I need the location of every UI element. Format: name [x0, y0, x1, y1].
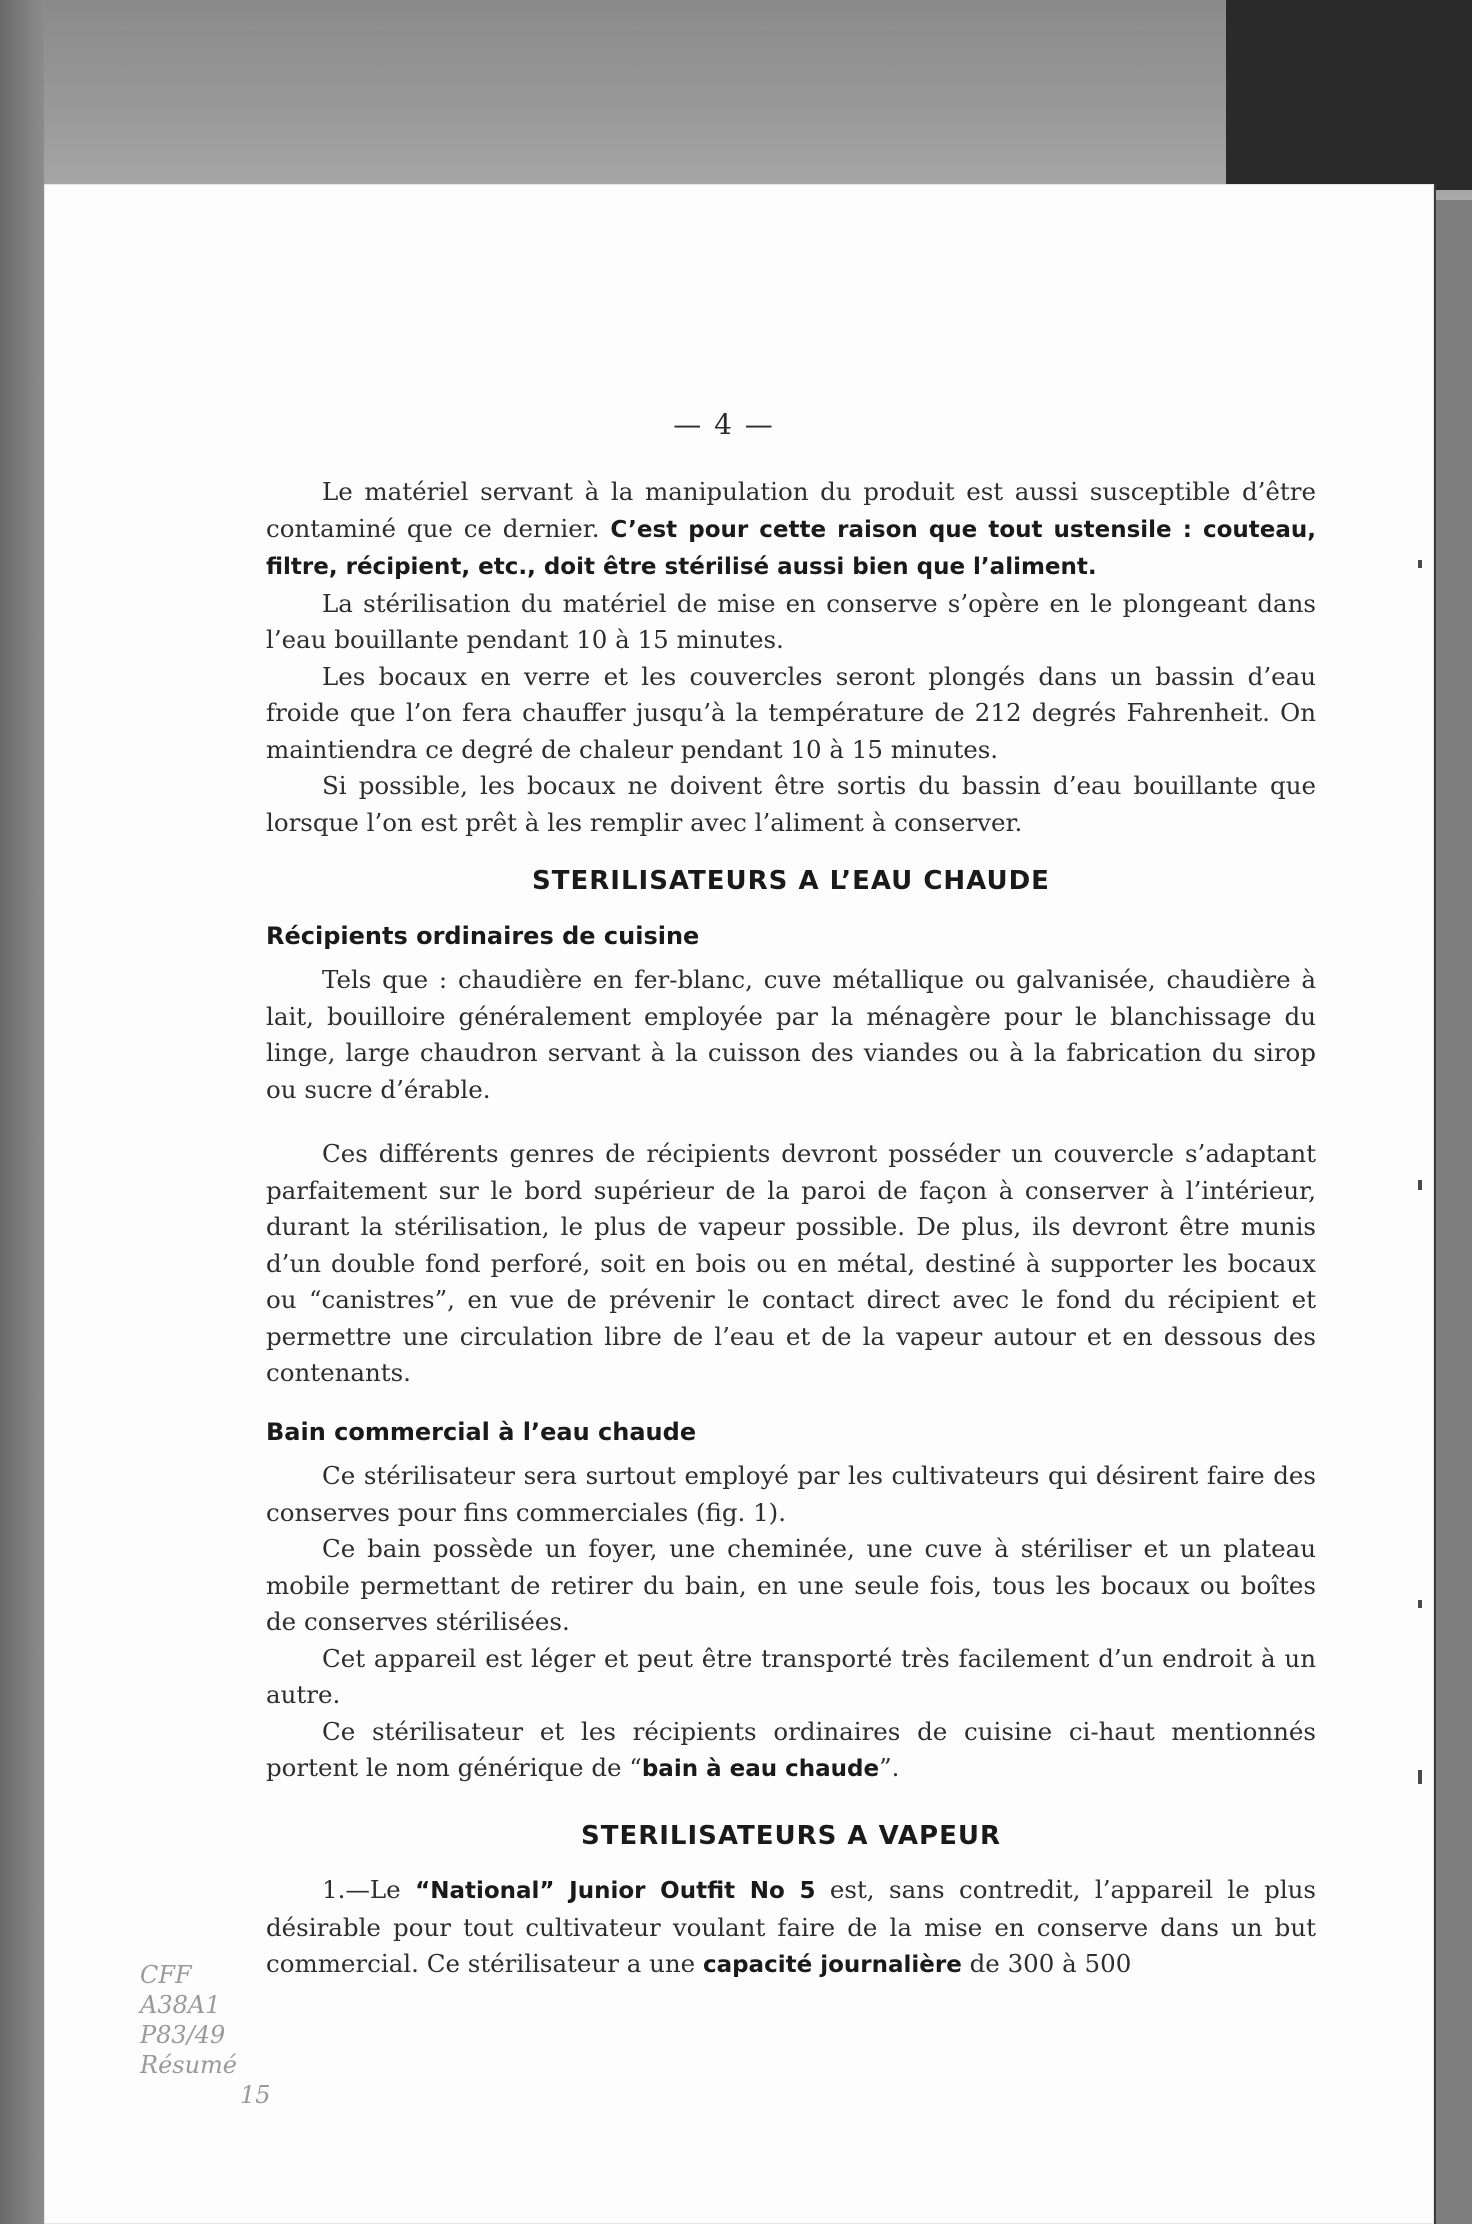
page-edge-mark-2	[1418, 1180, 1422, 1190]
intro-paragraph-1	[266, 474, 1316, 586]
steam-paragraph-1	[266, 1872, 1316, 1984]
commercial-bold-term: bain à eau chaude	[641, 1756, 880, 1782]
page-edge-mark-1	[1418, 560, 1422, 568]
scan-background-dark-corner	[1226, 0, 1472, 190]
steam-bold-capacity: capacité journalière	[702, 1952, 962, 1978]
commercial-paragraph-3: Cet appareil est léger et peut être transporté très facilement d’un endroit à un autre.	[266, 1643, 1316, 1709]
commercial-text: Ce stérilisateur et les récipients ordinaires de cuisine ci-haut mentionnés portent le nom générique de “	[266, 1716, 1316, 1782]
subheading-kitchen-containers: Récipients ordinaires de cuisine	[266, 921, 700, 950]
page-edge-mark-3	[1418, 1600, 1422, 1608]
intro-bold-text: C’est pour cette raison que tout ustensile : couteau, filtre, récipient, etc., doit être stérilisé aussi bien que l’aliment.	[266, 516, 1316, 580]
commercial-text-end: ”.	[879, 1753, 900, 1782]
steam-text-b: est, sans contredit, l’appareil le plus désirable pour tout cultivateur voulant faire de la mise en conserve dans un but commercial. Ce stérilisateur a une	[266, 1875, 1317, 1978]
intro-paragraph-3: Les bocaux en verre et les couvercles seront plongés dans un bassin d’eau froide que l’on fera chauffer jusqu’à la température de 212 degrés Fahrenheit. On maintiendra ce degré de chaleur pendant 10 à 15 minutes.	[266, 661, 1316, 764]
page-edge-mark-4	[1418, 1770, 1422, 1784]
annotation-line-5: 15	[240, 2081, 271, 2109]
kitchen-paragraph-2: Ces différents genres de récipients devront posséder un couvercle s’adaptant parfaitement sur le bord supérieur de la paroi de façon à conserver à l’intérieur, durant la stérilisation, le plus de vapeur possible. De plus, ils devront être munis d’un double fond perforé, soit en bois ou en métal, destiné à supporter les bocaux ou “canistres”, en vue de prévenir le contact direct avec le fond du récipient et permettre une circulation libre de l’eau et de la vapeur autour et en dessous des contenants.	[266, 1139, 1316, 1387]
annotation-line-3: P83/49	[140, 2021, 226, 2049]
kitchen-paragraph-1: Tels que : chaudière en fer-blanc, cuve métallique ou galvanisée, chaudière à lait, bouilloire généralement employée par la ménagère pour le blanchissage du linge, large chaudron servant à la cuisson des viandes ou à la fabrication du sirop ou sucre d’érable.	[266, 965, 1316, 1104]
annotation-line-2: A38A1	[140, 1991, 221, 2019]
subheading-commercial-bath: Bain commercial à l’eau chaude	[266, 1417, 697, 1446]
section-heading-steam: STERILISATEURS A VAPEUR	[581, 1820, 1001, 1851]
commercial-paragraph-2: Ce bain possède un foyer, une cheminée, une cuve à stériliser et un plateau mobile permettant de retirer du bain, en une seule fois, tous les bocaux ou boîtes de conserves stérilisées.	[266, 1534, 1316, 1636]
annotation-line-4: Résumé	[140, 2051, 238, 2079]
section-heading-hot-water: STERILISATEURS A L’EAU CHAUDE	[532, 866, 1050, 896]
annotation-line-1: CFF	[140, 1961, 192, 1989]
intro-paragraph-2: La stérilisation du matériel de mise en conserve s’opère en le plongeant dans l’eau bouillante pendant 10 à 15 minutes.	[266, 588, 1316, 654]
page-content	[266, 474, 1316, 1984]
document-page	[44, 184, 1436, 2224]
steam-bold-product: “National” Junior Outfit No 5	[415, 1878, 816, 1904]
commercial-paragraph-4	[266, 1714, 1316, 1788]
steam-text-a: 1.—Le	[322, 1875, 416, 1904]
scan-background-left	[0, 0, 44, 2224]
commercial-paragraph-1: Ce stérilisateur sera surtout employé par les cultivateurs qui désirent faire des conserves pour fins commerciales (fig. 1).	[266, 1461, 1316, 1527]
intro-paragraph-4: Si possible, les bocaux ne doivent être sortis du bassin d’eau bouillante que lorsque l’on est prêt à les remplir avec l’aliment à conserver.	[266, 771, 1316, 837]
page-number: — 4 —	[673, 408, 775, 441]
intro-text: Le matériel servant à la manipulation du produit est aussi susceptible d’être contaminé que ce dernier.	[266, 477, 1316, 543]
handwritten-annotation	[140, 1960, 300, 2110]
steam-text-c: de 300 à 500	[961, 1949, 1132, 1978]
